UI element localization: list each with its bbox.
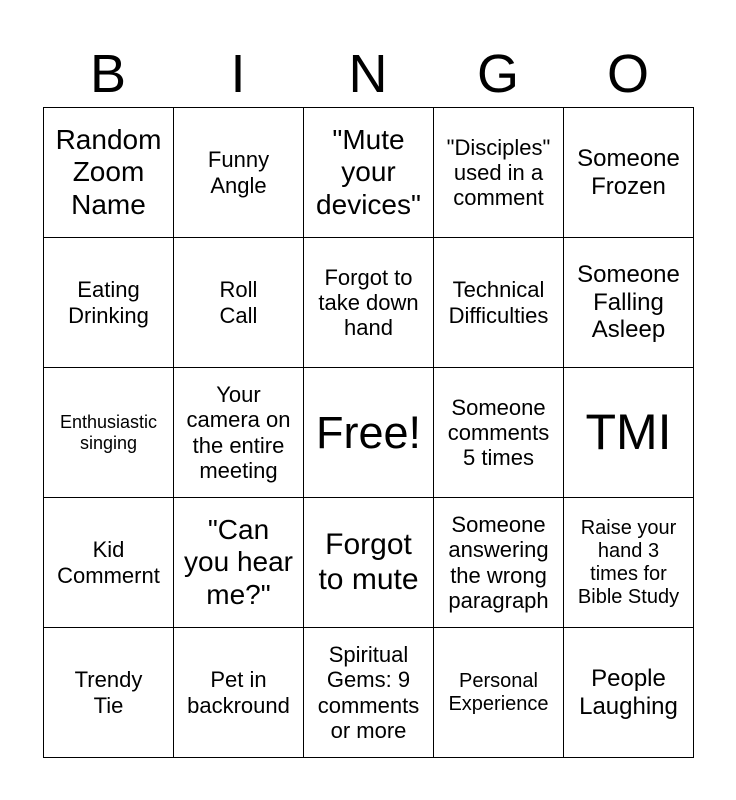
bingo-cell: Funny Angle bbox=[174, 108, 304, 238]
header-letter-n: N bbox=[348, 44, 388, 104]
bingo-row bbox=[44, 108, 694, 238]
bingo-cell: Pet in backround bbox=[174, 628, 304, 758]
bingo-cell-free: Free! bbox=[304, 368, 434, 498]
header-letter-g: G bbox=[476, 44, 519, 104]
bingo-cell: Someone comments 5 times bbox=[434, 368, 564, 498]
bingo-cell: Technical Difficulties bbox=[434, 238, 564, 368]
bingo-cell: Forgot to take down hand bbox=[304, 238, 434, 368]
bingo-cell: Eating Drinking bbox=[44, 238, 174, 368]
bingo-row bbox=[44, 368, 694, 498]
bingo-cell: "Disciples" used in a comment bbox=[434, 108, 564, 238]
bingo-cell: Someone answering the wrong paragraph bbox=[434, 498, 564, 628]
header-letter-i: I bbox=[230, 44, 246, 104]
bingo-cell: Kid Commernt bbox=[44, 498, 174, 628]
header-letter-o: O bbox=[606, 44, 649, 104]
bingo-cell: People Laughing bbox=[564, 628, 694, 758]
bingo-header bbox=[43, 40, 693, 108]
bingo-cell: Someone Falling Asleep bbox=[564, 238, 694, 368]
bingo-cell: Someone Frozen bbox=[564, 108, 694, 238]
bingo-cell: "Mute your devices" bbox=[304, 108, 434, 238]
bingo-cell: Personal Experience bbox=[434, 628, 564, 758]
bingo-cell: Enthusiastic singing bbox=[44, 368, 174, 498]
bingo-card-grid bbox=[43, 107, 694, 758]
header-letter-b: B bbox=[89, 44, 127, 104]
bingo-cell: TMI bbox=[564, 368, 694, 498]
bingo-cell: Roll Call bbox=[174, 238, 304, 368]
bingo-cell: Forgot to mute bbox=[304, 498, 434, 628]
bingo-cell: "Can you hear me?" bbox=[174, 498, 304, 628]
bingo-cell: Random Zoom Name bbox=[44, 108, 174, 238]
bingo-cell: Your camera on the entire meeting bbox=[174, 368, 304, 498]
bingo-row bbox=[44, 628, 694, 758]
bingo-cell: Trendy Tie bbox=[44, 628, 174, 758]
bingo-cell: Raise your hand 3 times for Bible Study bbox=[564, 498, 694, 628]
bingo-row bbox=[44, 498, 694, 628]
bingo-cell: Spiritual Gems: 9 comments or more bbox=[304, 628, 434, 758]
bingo-row bbox=[44, 238, 694, 368]
